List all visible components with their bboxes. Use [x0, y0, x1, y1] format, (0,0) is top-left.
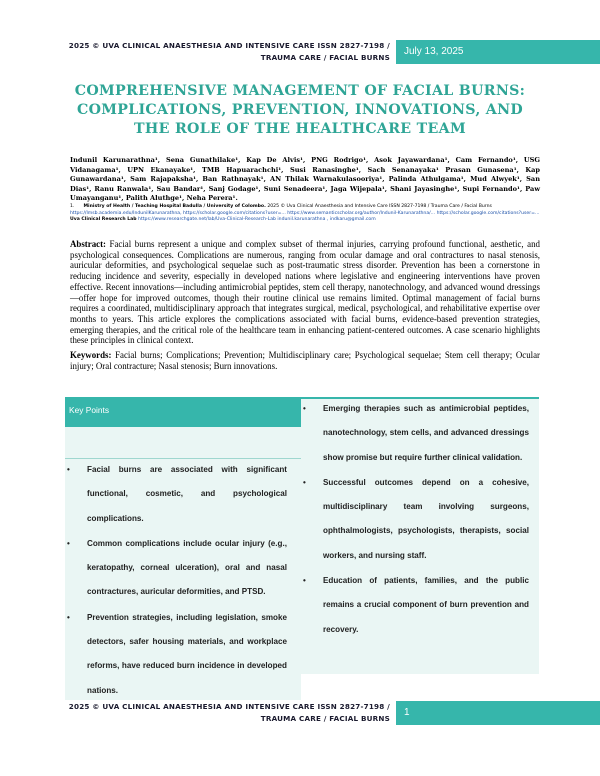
key-point-item: • Successful outcomes depend on a cohesive, multidisciplinary team involving surgeons, ophthalmologists, psychologists, therapists, social workers, and nursing staff. [301, 471, 529, 568]
key-points-right-list [301, 397, 529, 643]
affiliation-journal: 2025 © Uva Clinical Anaesthesia and Intensive Care ISSN 2827-7198 / Trauma Care / Facial Burns [267, 204, 492, 209]
keywords-text: Facial burns; Complications; Prevention; Multidisciplinary care; Psychological sequelae; Stem cell therapy; Ocular injury; Oral contracture; Nasal stenosis; Burn innovations. [70, 350, 540, 371]
affiliation-number: 1. [70, 204, 75, 209]
author-list: Indunil Karunarathna¹, Sena Gunathilake¹, Kap De Alvis¹, PNG Rodrigo¹, Asok Jayawardana¹, Cam Fernando¹, USG Vidanagama¹, UPN Ekanayake¹, TMB Hapuarachchi¹, Susi Ranasinghe¹, Sach Senanayaka¹ Prasan Gunasena¹, Kap Gunawardana¹, Sam Rajapaksha¹, Ban Rathnayak¹, AN Thilak Warnakulasooriya¹, Palinda Athulgama¹, Mud Alwyek¹, San Dias¹, Ranu Ranwala¹, Sau Bandar¹, Sanj Godage¹, Suni Senadeera¹, Jaga Wijepala¹, Shani Jayasinghe¹, Supi Fernando¹, Paw Umayanganu¹, Palith Aluthge¹, Neha Perera¹. [70, 156, 540, 203]
abstract [70, 239, 540, 346]
key-point-item: • Common complications include ocular injury (e.g., keratopathy, corneal ulceration), oral and nasal contractures, auricular deformities, and PTSD. [65, 532, 287, 605]
running-header [0, 40, 396, 64]
abstract-label: Abstract: [70, 239, 106, 249]
affiliation-lab: Uva Clinical Research Lab [70, 217, 137, 223]
affiliation-email[interactable]: indunil.karunarathna , indkaru@gmail.com [277, 217, 376, 223]
header-journal-line2: TRAUMA CARE / FACIAL BURNS [260, 53, 390, 62]
affiliation-link-academia[interactable]: https://lmsb.academia.edu/IndunilKarunarathna, [70, 210, 182, 216]
keywords [70, 350, 540, 371]
key-point-item: • Facial burns are associated with significant functional, cosmetic, and psychological complications. [65, 458, 287, 531]
keywords-label: Keywords: [70, 350, 112, 360]
affiliation-link-scholar[interactable]: https://scholar.google.com/citations?user=... [183, 210, 286, 216]
header-date: July 13, 2025 [396, 40, 600, 64]
affiliation [70, 204, 540, 224]
running-footer [0, 701, 396, 725]
key-point-item: • Education of patients, families, and the public remains a crucial component of burn prevention and recovery. [301, 569, 529, 642]
footer-journal-line1: 2025 © UVA CLINICAL ANAESTHESIA AND INTENSIVE CARE ISSN 2827-7198 / [68, 702, 390, 711]
article-title: COMPREHENSIVE MANAGEMENT OF FACIAL BURNS: COMPLICATIONS, PREVENTION, INNOVATIONS, AND THE ROLE OF THE HEALTHCARE TEAM [74, 83, 526, 137]
key-point-item: • Prevention strategies, including legislation, smoke detectors, safer housing materials, and workplace reforms, have reduced burn incidence in developed nations. [65, 606, 287, 703]
affiliation-link-scholar-2[interactable]: https://scholar.google.com/citations?user=... [436, 210, 540, 216]
page-number: 1 [396, 701, 600, 725]
abstract-text: Facial burns represent a unique and complex subset of thermal injuries, carrying profound functional, aesthetic, and psychological consequences. Complications are numerous, ranging from ocular damage and oral contractures to nasal stenosis, auricular deformities, and psychological sequelae such as post-traumatic stress disorder. Prevention has been a cornerstone in reducing incidence and severity, especially in developed nations where legislative and engineering interventions have proven effective. Recent innovations—including antimicrobial peptides, stem cell therapy, nanotechnology, and advanced wound dressings—offer hope for improved outcomes, though their routine clinical use remains limited. Optimal management of facial burns requires a coordinated, multidisciplinary approach that integrates surgical, medical, psychological, and rehabilitative expertise over months to years. This article explores the complications associated with facial burns, evidence-based prevention strategies, emerging therapies, and the critical role of the healthcare team in enhancing patient-centered outcomes. A case scenario highlights these principles in clinical context. [70, 239, 540, 346]
header-journal-line1: 2025 © UVA CLINICAL ANAESTHESIA AND INTENSIVE CARE ISSN 2827-7198 / [68, 41, 390, 50]
affiliation-link-semanticscholar[interactable]: https://www.semanticscholar.org/author/Indunil-Karunarathna/... [287, 210, 436, 216]
affiliation-institution: Ministry of Health / Teaching Hospital Badulla / University of Colombo. [83, 204, 266, 209]
key-point-item: • Emerging therapies such as antimicrobial peptides, nanotechnology, stem cells, and advanced dressings show promise but require further clinical validation. [301, 397, 529, 470]
key-points-heading: Key Points [65, 397, 301, 427]
affiliation-link-researchgate[interactable]: https://www.researchgate.net/lab/Uva-Clinical-Research-Lab [138, 217, 276, 223]
footer-journal-line2: TRAUMA CARE / FACIAL BURNS [260, 714, 390, 723]
key-points-left-list [65, 458, 287, 704]
